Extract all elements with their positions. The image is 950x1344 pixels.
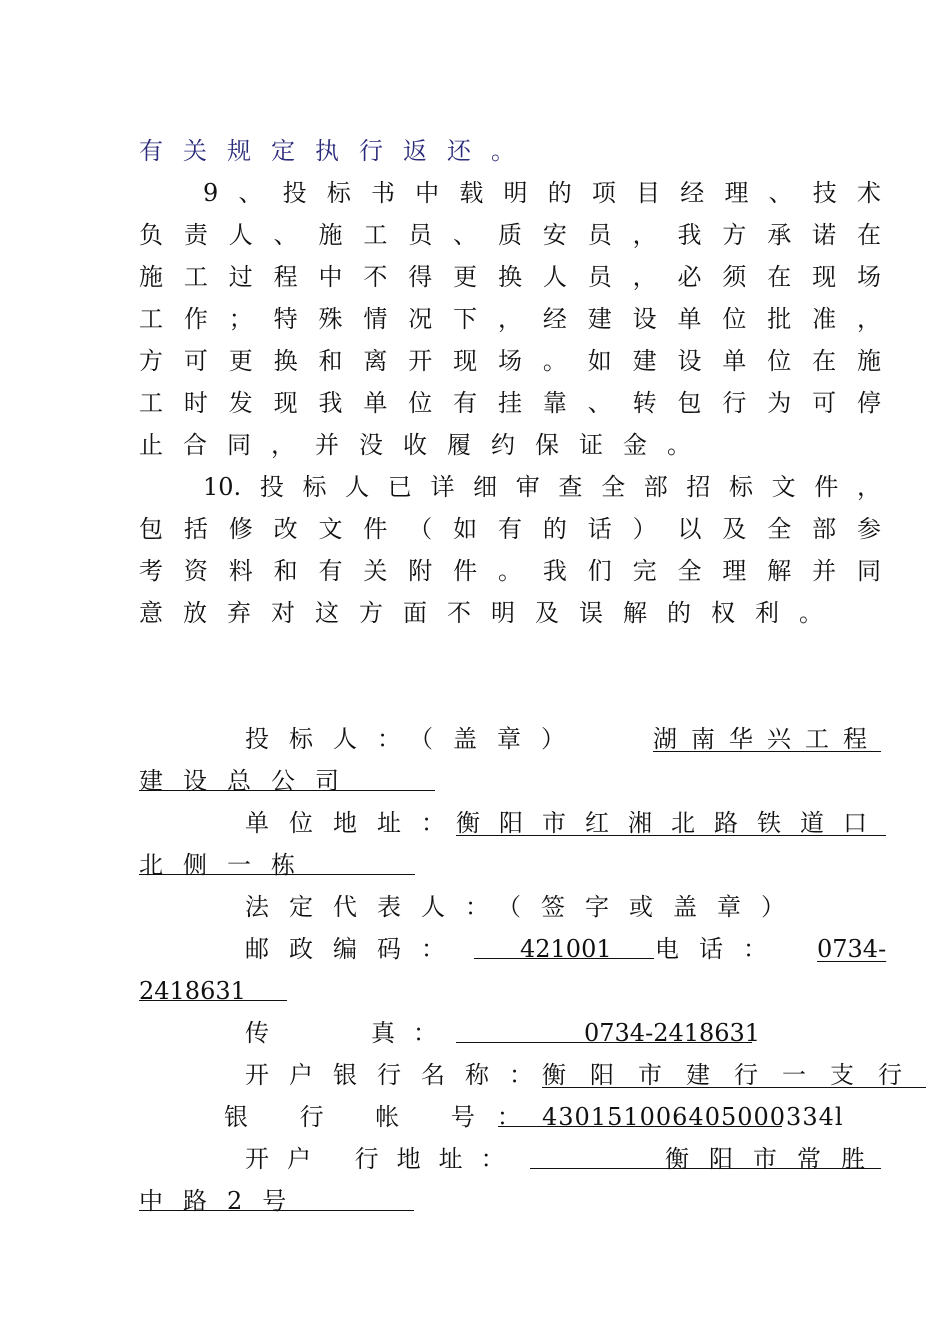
text-line-9: 10.投标人已详细审查全部招标文件， [203,473,881,501]
bank-address-line2: 中路2号 [139,1187,307,1215]
text-line-3: 负责人、施工员、质安员，我方承诺在 [139,221,881,249]
bidder-name-line2: 建设总公司 [139,767,359,795]
text-line-10: 包括修改文件（如有的话）以及全部参 [139,515,881,543]
address-label: 单位地址： [245,809,465,837]
bank-address-line1: 衡阳市常胜 [665,1145,885,1173]
bidder-label: 投标人：（盖章） [245,725,585,753]
bank-address-underline2 [139,1210,414,1211]
text-line-7: 工时发现我单位有挂靠、转包行为可停 [139,389,881,417]
bidder-name-line1: 湖南华兴工程 [653,725,881,753]
bidder-name-underline [139,790,435,791]
postcode-value: 421001 [520,935,612,963]
account-label: 银 行 帐 号： [224,1103,543,1131]
address-line1: 衡阳市红湘北路铁道口 [456,809,886,837]
text-line-12: 意放弃对这方面不明及误解的权利。 [139,599,843,627]
text-line-1: 有关规定执行返还。 [139,137,535,165]
fax-value: 0734-2418631 [584,1019,761,1047]
postcode-label: 邮政编码： [245,935,465,963]
phone-line1: 0734- [817,935,887,963]
legal-rep-label: 法定代表人：（签字或盖章） [245,893,805,921]
text-line-11: 考资料和有关附件。我们完全理解并同 [139,557,881,585]
text-line-6: 方可更换和离开现场。如建设单位在施 [139,347,881,375]
phone-line2: 2418631 [139,977,246,1005]
address-line2: 北侧一栋 [139,851,315,879]
address-underline [139,874,415,875]
text-line-5: 工作；特殊情况下，经建设单位批准， [139,305,881,333]
account-value: 430151006405000334l [542,1103,844,1131]
bank-name-value: 衡阳市建行一支行 [542,1061,926,1089]
bank-name-label: 开户银行名称： [245,1061,553,1089]
text-line-4: 施工过程中不得更换人员，必须在现场 [139,263,881,291]
phone-underline [139,1000,287,1001]
fax-label: 传 真： [245,1019,455,1047]
text-line-8: 止合同，并没收履约保证金。 [139,431,711,459]
bank-address-label: 开户 行地址： [245,1145,523,1173]
phone-label: 电话： [655,935,787,963]
text-line-2: 9、投标书中载明的项目经理、技术 [203,179,881,207]
